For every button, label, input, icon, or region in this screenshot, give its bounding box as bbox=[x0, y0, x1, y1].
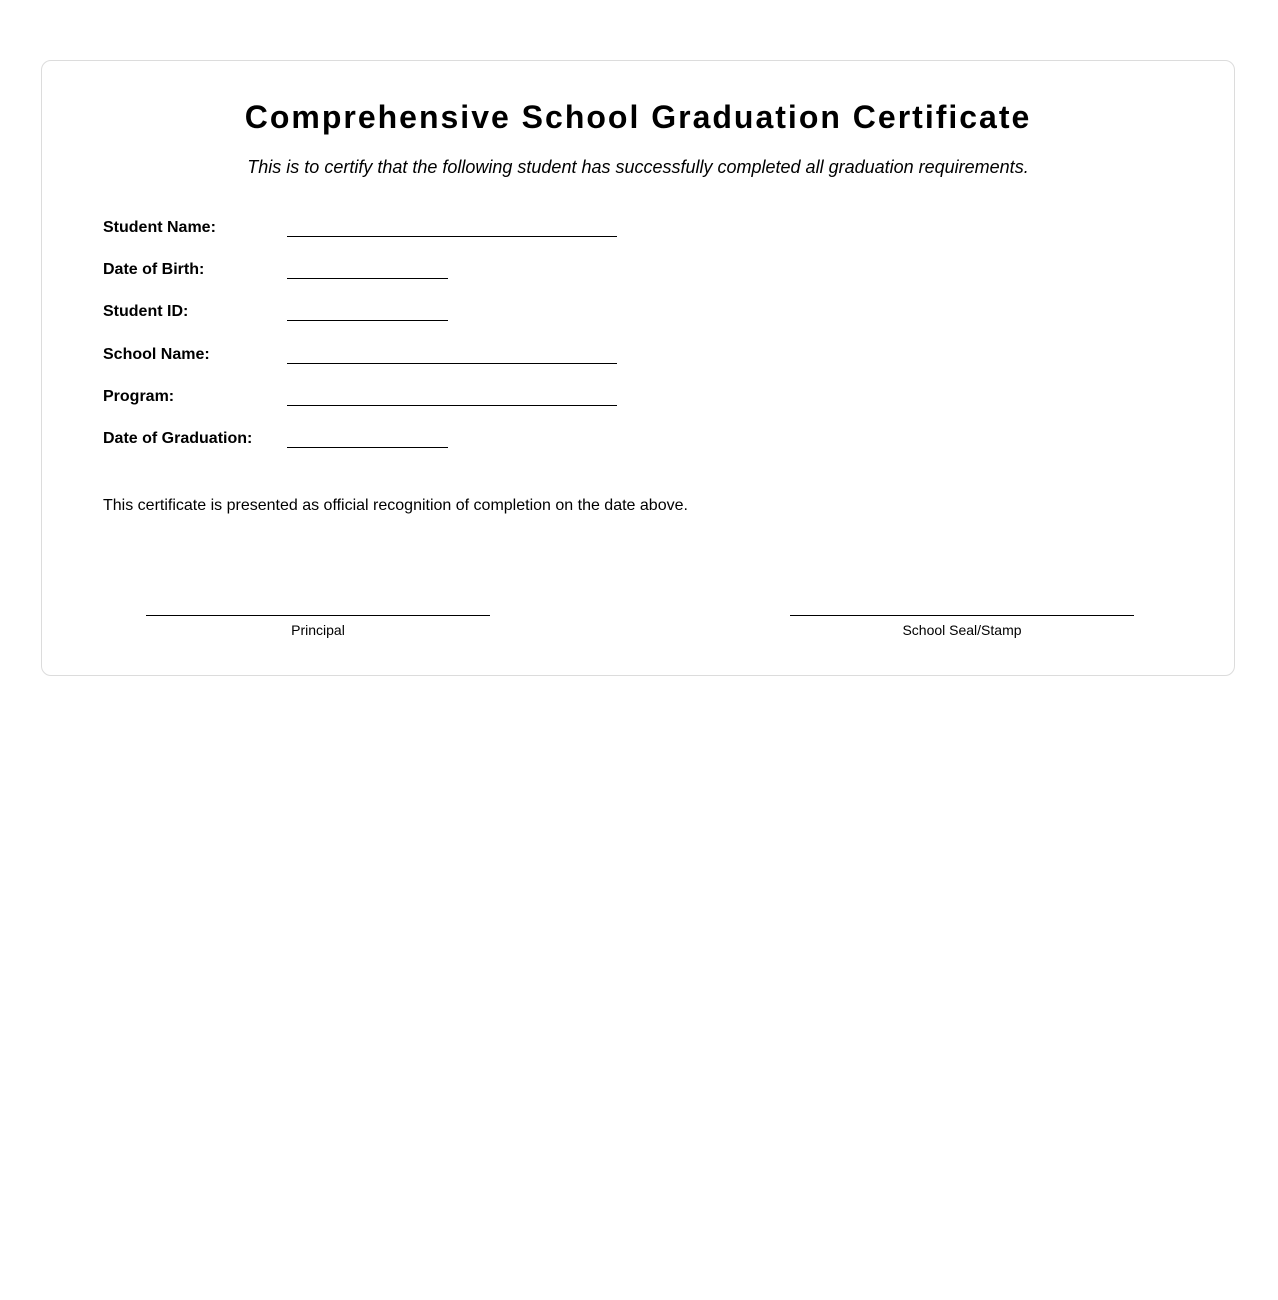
school-name-blank[interactable] bbox=[287, 363, 617, 364]
certificate-title: Comprehensive School Graduation Certificate bbox=[244, 99, 1032, 135]
student-name-blank[interactable] bbox=[287, 236, 617, 237]
recognition-statement: This certificate is presented as official recognition of completion on the date above. bbox=[103, 497, 688, 514]
school-seal-signature-label: School Seal/Stamp bbox=[902, 622, 1022, 638]
field-label: Program: bbox=[103, 387, 175, 405]
school-seal-signature-line[interactable] bbox=[790, 615, 1134, 616]
field-label: Date of Birth: bbox=[103, 261, 205, 279]
field-label: School Name: bbox=[103, 345, 210, 363]
principal-signature-line[interactable] bbox=[146, 615, 490, 616]
principal-signature-label: Principal bbox=[291, 622, 345, 638]
principal-signature bbox=[146, 615, 490, 638]
certificate-card bbox=[41, 60, 1235, 676]
date-of-graduation-blank[interactable] bbox=[287, 447, 448, 448]
program-blank[interactable] bbox=[287, 405, 617, 406]
field-label: Date of Graduation: bbox=[103, 429, 253, 447]
field-label: Student Name: bbox=[103, 219, 216, 236]
field-label: Student ID: bbox=[103, 303, 189, 321]
certificate-subtitle: This is to certify that the following student has successfully completed all graduation requirements. bbox=[247, 157, 1029, 177]
date-of-birth-blank[interactable] bbox=[287, 278, 448, 279]
school-seal-signature bbox=[790, 615, 1134, 638]
student-id-blank[interactable] bbox=[287, 320, 448, 321]
